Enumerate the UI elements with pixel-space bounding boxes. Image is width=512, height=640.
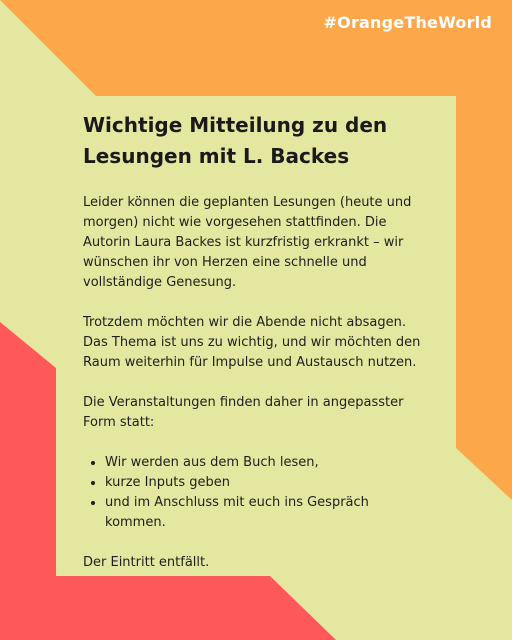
hashtag-label: #OrangeTheWorld [323, 13, 492, 32]
paragraph-format-intro: Die Veranstaltungen finden daher in angepasster Form statt: [83, 395, 404, 430]
announcement-title: Wichtige Mitteilung zu den Lesungen mit L. Backes [83, 113, 388, 168]
announcement-body [83, 193, 428, 573]
list-item: • Wir werden aus dem Buch lesen, [105, 453, 428, 473]
format-list [83, 453, 428, 533]
paragraph-continuation: Trotzdem möchten wir die Abende nicht absagen. Das Thema ist uns zu wichtig, und wir möchten den Raum weiterhin für Impulse und Austausch nutzen. [83, 315, 421, 370]
list-item: • und im Anschluss mit euch ins Gespräch kommen. [105, 493, 428, 533]
closing-note: Der Eintritt entfällt. [83, 555, 210, 570]
announcement-card [56, 96, 456, 576]
paragraph-cancellation: Leider können die geplanten Lesungen (heute und morgen) nicht wie vorgesehen stattfinden. Die Autorin Laura Backes ist kurzfristig erkrankt – wir wünschen ihr von Herzen eine schnelle und vollständige Genesung. [83, 195, 412, 290]
list-item: • kurze Inputs geben [105, 473, 428, 493]
